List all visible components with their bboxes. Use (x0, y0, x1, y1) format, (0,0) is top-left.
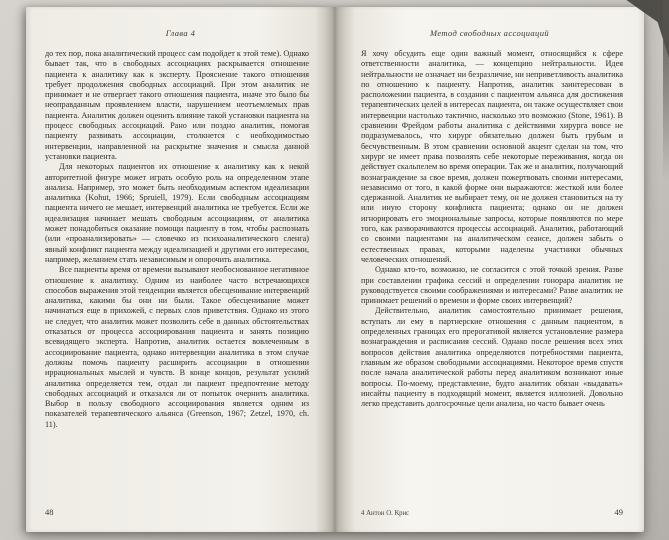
left-page-number: 48 (45, 507, 54, 517)
paragraph: Все пациенты время от времени вызывают необоснованное негативное отношение к аналитику. Одним из наиболее часто встречающихся способов выражения этой тенденции является обесценивание интервенций аналитика, какими бы они ни были. Такое обесценивание может начинаться еще в прихожей, с первых слов приветствия. Однако из этого не следует, что аналитик может позволить себе в данных обстоятельствах отказаться от процесса ассоциирования пациента и занять позицию всевидящего эксперта. Напротив, аналитик остается вовлеченным в ассоциирование пациента, однако интервенции аналитика в этом случае должны помочь пациенту расширить ассоциации в отношении иррациональных мыслей и чувств. В конце концов, результат усилий аналитика определяется тем, отдал ли пациент предпочтение методу свободных ассоциаций и отказался ли от попыток очернить аналитика. Выбор в пользу свободного ассоциирования является одним из показателей терапевтического альянса (Greenson, 1967; Zetzel, 1970, ch. 11). (45, 265, 309, 429)
paragraph: Действительно, аналитик самостоятельно принимает решения, вступать ли ему в партнерские отношения с данным пациентом, в определенных границах его прерогативой является установление размера вознаграждения и расписания сессий. Однако после решения всех этих вопросов действия аналитика определяются потребностями пациента, главным же образом свободными ассоциациями. Некоторое время спустя после начала аналитической работы перед аналитиком возникают иные вопросы. По-моему, представление, будто аналитик обязан «выдавать» инсайты пациенту в подходящий момент, является иллюзией. Довольно легко представить долгосрочные цели анализа, но часто бывает очень (361, 306, 623, 409)
right-page-text (361, 49, 623, 409)
left-page-text (45, 49, 309, 430)
printers-signature-mark: 4 Антон О. Крис (361, 510, 410, 517)
scan-edge-artifact (663, 0, 669, 180)
right-running-head: Метод свободных ассоциаций (429, 28, 549, 38)
paragraph: Однако кто-то, возможно, не согласится с этой точкой зрения. Разве при составлении графика сессий и определении гонорара аналитик не руководствуется своими соображениями и интересами? Разве аналитик не принимает решений о времени и форме своих интервенций? (361, 265, 623, 306)
paragraph: до тех пор, пока аналитический процесс сам подойдет к этой теме). Однако бывает так, что в свободных ассоциациях раскрывается отношение пациента к аналитику как к эксперту. Прояснение такого отношения требует продолжения свободных ассоциаций. При этом аналитик не принимает и не отвергает такого отношения пациента, иначе это было бы неоправданным проявлением власти, нарушением неотъемлемых прав пациента. Аналитик должен оценить влияние такой установки пациента на процесс свободных ассоциаций. Рано или поздно аналитик, помогая пациенту развивать ассоциации, столкнется с необходимостью интервенции, направленной на раскрытие значения и смысла данной установки пациента. (45, 49, 309, 161)
left-running-head: Глава 4 (165, 28, 196, 38)
right-page (335, 7, 644, 532)
open-book (26, 7, 644, 532)
right-page-number: 49 (614, 507, 623, 517)
left-page (26, 7, 335, 532)
paragraph: Я хочу обсудить еще один важный момент, относящийся к сфере ответственности аналитика, — концепцию нейтральности. Идея нейтральности не означает ни безразличие, ни неприветливость аналитика по отношению к пациенту. Напротив, аналитик заинтересован в расположении пациента, в создании с пациентом альянса для достижения терапевтических целей в интересах пациента, он также осуществляет свои интервенции настолько тактично, насколько это возможно (Stone, 1961). В сравнении Фрейдом работы аналитика с действиями хирурга вовсе не подразумевалось, что хирург обязательно должен быть грубым и бесчувственным. В этом сравнении основной акцент сделан на том, что хирург не имеет права позволять себе некоторые переживания, когда он действует скальпелем во время операции. Так же и аналитик, получающий вознаграждение за свое время, должен пожертвовать своими интересами, независимо от того, в какой форме они выражаются: жесткой или более сдержанной. Аналитик не выбирает тему, он не должен становиться на ту или иную сторону конфликта пациента; однако он не должен игнорировать его эмоциональные запросы, которые появляются по мере того, как разворачиваются процессы ассоциаций. Аналитик, работающий со своими пациентами на аналитическом сеансе, должен забыть о естественных правах, которыми наделены участники обычных человеческих отношений. (361, 49, 623, 264)
paragraph: Для некоторых пациентов их отношение к аналитику как к некой авторитетной фигуре может играть особую роль на определенном этапе анализа. Например, это может быть необходимым аспектом идеализации аналитика (Kohut, 1966; Spruiell, 1979). Если свободным ассоциациям пациента ничего не мешает, интервенций аналитика не требуется. Если же идеализация начинает мешать свободным ассоциациям, от аналитика может понадобиться оказание помощи пациенту в том, чтобы распознать (или «проанализировать» — словечко из психоаналитического сленга) явный конфликт пациента между идеализацией и другими его интересами, например, желанием стать независимым и опорочить аналитика. (45, 162, 309, 264)
